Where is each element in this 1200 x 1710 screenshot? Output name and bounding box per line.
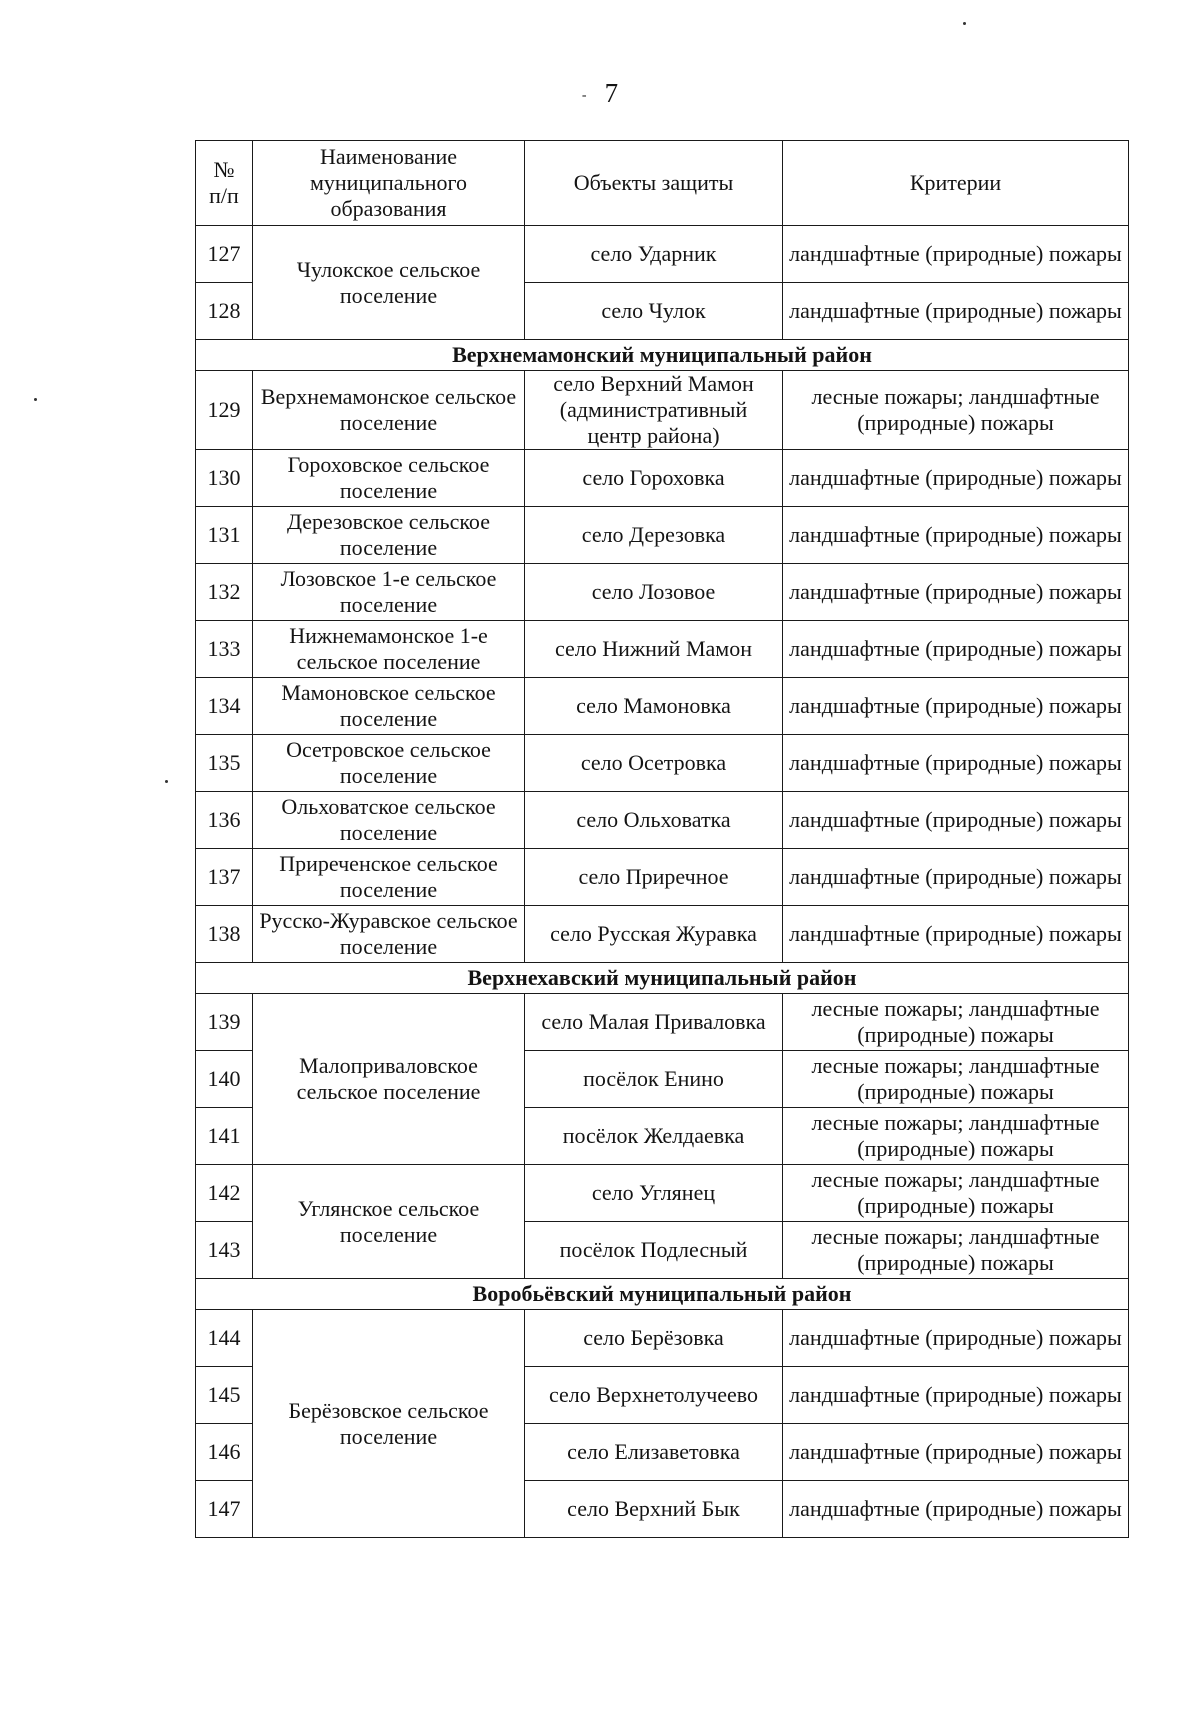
row-number: 135 (196, 735, 253, 792)
page-number (0, 78, 1200, 109)
municipality-name: Лозовское 1-е сельское поселение (253, 564, 525, 621)
row-number: 140 (196, 1051, 253, 1108)
criteria: лесные пожары; ландшафтные (природные) пожары (783, 1051, 1129, 1108)
protection-object: посёлок Желдаевка (525, 1108, 783, 1165)
table-row (196, 735, 1129, 792)
district-name: Воробьёвский муниципальный район (196, 1279, 1129, 1310)
row-number: 134 (196, 678, 253, 735)
protection-object: село Дерезовка (525, 507, 783, 564)
criteria: ландшафтные (природные) пожары (783, 507, 1129, 564)
protection-object: посёлок Подлесный (525, 1222, 783, 1279)
table-row (196, 994, 1129, 1051)
district-name: Верхнемамонский муниципальный район (196, 340, 1129, 371)
protection-object: село Берёзовка (525, 1310, 783, 1367)
table-row (196, 906, 1129, 963)
protection-object: село Углянец (525, 1165, 783, 1222)
criteria: ландшафтные (природные) пожары (783, 849, 1129, 906)
row-number: 143 (196, 1222, 253, 1279)
protection-object: село Верхнетолучеево (525, 1367, 783, 1424)
criteria: ландшафтные (природные) пожары (783, 621, 1129, 678)
municipality-name: Нижнемамонское 1-е сельское поселение (253, 621, 525, 678)
municipality-name: Осетровское сельское поселение (253, 735, 525, 792)
row-number: 142 (196, 1165, 253, 1222)
protection-object: село Приречное (525, 849, 783, 906)
row-number: 127 (196, 226, 253, 283)
page-number-value: 7 (604, 78, 619, 108)
table-row (196, 371, 1129, 450)
municipality-name: Приреченское сельское поселение (253, 849, 525, 906)
table-row (196, 226, 1129, 283)
table-row (196, 1165, 1129, 1222)
protection-object: село Мамоновка (525, 678, 783, 735)
municipality-name: Дерезовское сельское поселение (253, 507, 525, 564)
protection-object: село Гороховка (525, 450, 783, 507)
district-name: Верхнехавский муниципальный район (196, 963, 1129, 994)
criteria: ландшафтные (природные) пожары (783, 1367, 1129, 1424)
criteria: лесные пожары; ландшафтные (природные) пожары (783, 1222, 1129, 1279)
table-row (196, 849, 1129, 906)
criteria: ландшафтные (природные) пожары (783, 735, 1129, 792)
municipality-name: Мамоновское сельское поселение (253, 678, 525, 735)
criteria: лесные пожары; ландшафтные (природные) пожары (783, 994, 1129, 1051)
district-row (196, 340, 1129, 371)
row-number: 132 (196, 564, 253, 621)
header-criteria: Критерии (783, 141, 1129, 226)
row-number: 128 (196, 283, 253, 340)
criteria: ландшафтные (природные) пожары (783, 792, 1129, 849)
row-number: 137 (196, 849, 253, 906)
row-number: 144 (196, 1310, 253, 1367)
row-number: 136 (196, 792, 253, 849)
municipality-name: Ольховатское сельское поселение (253, 792, 525, 849)
row-number: 133 (196, 621, 253, 678)
municipality-name: Берёзовское сельское поселение (253, 1310, 525, 1538)
protection-object: село Лозовое (525, 564, 783, 621)
criteria: ландшафтные (природные) пожары (783, 1481, 1129, 1538)
criteria: ландшафтные (природные) пожары (783, 1310, 1129, 1367)
municipality-name: Русско-Журавское сельское поселение (253, 906, 525, 963)
header-objects: Объекты защиты (525, 141, 783, 226)
protection-object: село Верхний Бык (525, 1481, 783, 1538)
row-number: 141 (196, 1108, 253, 1165)
municipality-name: Верхнемамонское сельское поселение (253, 371, 525, 450)
header-number: № п/п (196, 141, 253, 226)
protection-object: село Малая Приваловка (525, 994, 783, 1051)
table-row (196, 1310, 1129, 1367)
protection-object: посёлок Енино (525, 1051, 783, 1108)
table-row (196, 564, 1129, 621)
header-municipality: Наименование муниципального образования (253, 141, 525, 226)
municipality-name: Малоприваловское сельское поселение (253, 994, 525, 1165)
protection-object: село Осетровка (525, 735, 783, 792)
protection-object: село Чулок (525, 283, 783, 340)
criteria: ландшафтные (природные) пожары (783, 906, 1129, 963)
row-number: 129 (196, 371, 253, 450)
criteria: ландшафтные (природные) пожары (783, 283, 1129, 340)
row-number: 138 (196, 906, 253, 963)
district-row (196, 963, 1129, 994)
row-number: 145 (196, 1367, 253, 1424)
protection-object: село Ольховатка (525, 792, 783, 849)
scan-speck (963, 22, 966, 25)
table-header-row (196, 141, 1129, 226)
row-number: 139 (196, 994, 253, 1051)
scan-speck (165, 780, 168, 783)
table-row (196, 621, 1129, 678)
criteria: ландшафтные (природные) пожары (783, 226, 1129, 283)
row-number: 130 (196, 450, 253, 507)
municipality-name: Углянское сельское поселение (253, 1165, 525, 1279)
protection-object: село Елизаветовка (525, 1424, 783, 1481)
criteria: ландшафтные (природные) пожары (783, 1424, 1129, 1481)
table-row (196, 450, 1129, 507)
criteria: ландшафтные (природные) пожары (783, 678, 1129, 735)
municipality-name: Гороховское сельское поселение (253, 450, 525, 507)
table-row (196, 792, 1129, 849)
criteria: лесные пожары; ландшафтные (природные) пожары (783, 371, 1129, 450)
row-number: 131 (196, 507, 253, 564)
protection-object: село Верхний Мамон (административный центр района) (525, 371, 783, 450)
table-row (196, 507, 1129, 564)
criteria: лесные пожары; ландшафтные (природные) пожары (783, 1165, 1129, 1222)
scan-speck (34, 398, 37, 401)
protection-objects-table (195, 140, 1129, 1538)
row-number: 147 (196, 1481, 253, 1538)
protection-object: село Русская Журавка (525, 906, 783, 963)
protection-object: село Нижний Мамон (525, 621, 783, 678)
protection-object: село Ударник (525, 226, 783, 283)
table-row (196, 678, 1129, 735)
criteria: ландшафтные (природные) пожары (783, 564, 1129, 621)
table-body (196, 226, 1129, 1538)
district-row (196, 1279, 1129, 1310)
municipality-name: Чулокское сельское поселение (253, 226, 525, 340)
criteria: лесные пожары; ландшафтные (природные) пожары (783, 1108, 1129, 1165)
row-number: 146 (196, 1424, 253, 1481)
scan-mark: ‐ (581, 87, 587, 103)
criteria: ландшафтные (природные) пожары (783, 450, 1129, 507)
